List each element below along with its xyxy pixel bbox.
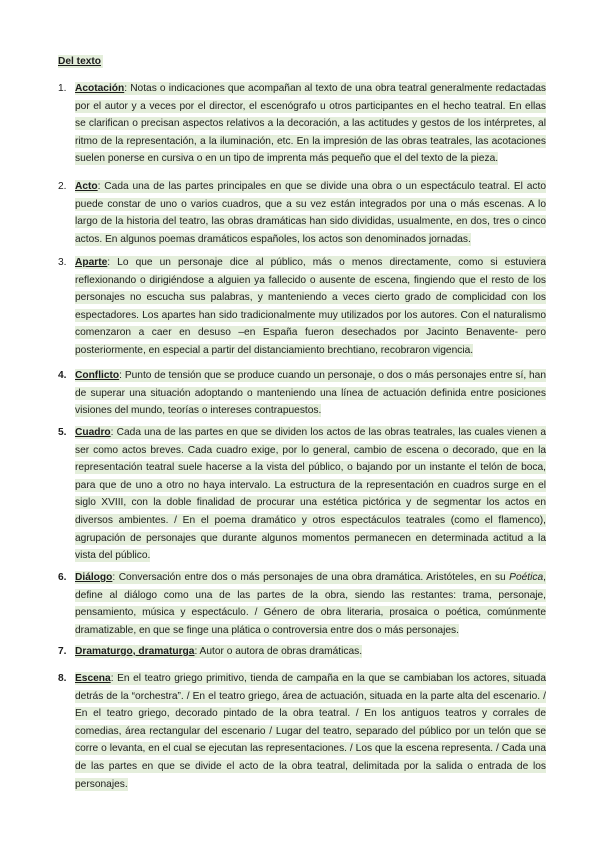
glossary-entry-acto [58,178,546,248]
entry-definition: : Cada una de las partes en que se dividen los actos de las obras teatrales, las cuales vienen a ser como actos breves. Cada cuadro exige, por lo general, cambio de escena o decorado, que en la representación teatral suele hacerse a la vista del público, o bajando por un instante el telón de boca, para que de uno a otro no haya intervalo. La estructura de la representación en cuadros surge en el siglo XVIII, con la doble finalidad de procurar una estética pictórica y de segmentar los actos en diversos ambientes. / En el poema dramático y otros espectáculos teatrales (como el flamenco), agrupación de personajes que durante algunos momentos permanecen en determinada actitud a la vista del público. [75,427,546,562]
entry-definition: : Conversación entre dos o más personajes de una obra dramática. Aristóteles, en su [112,572,510,583]
glossary-entry-aparte [58,254,546,360]
entry-definition: : En el teatro griego primitivo, tienda de campaña en la que se cambiaban los actores, situada detrás de la “orchestra”. / En el teatro griego, área de actuación, situada en la parte alta del escenario. / En el teatro griego, decorado pintado de la obra teatral. / En los antiguos teatros y corrales de comedias, área rectangular del escenario / Lugar del teatro, separado del público por un telón que se corre o levanta, en el cual se ejecutan las representaciones. / Los que la escena representa. / Cada una de las partes en que se divide el acto de la obra teatral, delimitada por la salida o entrada de los personajes. [75,673,546,790]
entry-number: 6. [58,572,67,583]
entry-definition-cont: , define al diálogo como una de las partes de la obra, siendo las restantes: trama, personaje, pensamiento, música y espectáculo. / Género de obra literaria, prosaica o poética, comúnmente dramatizable, en que se finge una plática o controversia entre dos o más personajes. [75,572,546,636]
entry-term: Diálogo [75,572,113,583]
entry-definition: : Punto de tensión que se produce cuando un personaje, o dos o más personajes entre sí, han de superar una situación adoptando o manteniendo una línea de actuación definida entre posiciones visiones del mundo, teorías o intereses contrapuestos. [75,370,546,417]
glossary-entry-conflicto [58,367,546,420]
entry-definition: : Lo que un personaje dice al público, más o menos directamente, como si estuviera reflexionando o dirigiéndose a alguien ya fallecido o ausente de escena, fingiendo que el resto de los personajes no escucha sus palabras, y manteniendo a veces cierto grado de complicidad con los espectadores. Los apartes han sido tradicionalmente muy utilizados por los autores. Con el naturalismo comenzaron a caer en desuso –en España fueron desechados por Jacinto Benavente- pero posteriormente, en especial a partir del distanciamiento brechtiano, recobraron vigencia. [75,257,546,356]
entry-number: 1. [58,83,67,94]
entry-term: Escena [75,673,111,684]
entry-number: 4. [58,370,67,381]
entry-definition: : Notas o indicaciones que acompañan al texto de una obra teatral generalmente redactadas por el autor y a veces por el director, el escenógrafo u otros participantes en el hecho teatral. En ellas se clarifican o precisan aspectos relativos a la decoración, a las actitudes y gestos de los intérpretes, al ritmo de la representación, a la iluminación, etc. En la impresión de las obras teatrales, las acotaciones suelen ponerse en cursiva o en un tipo de imprenta más pequeño que el del texto de la pieza. [75,83,546,165]
glossary-entry-escena [58,670,546,793]
glossary-entry-dramaturgo [58,643,546,661]
entry-term: Dramaturgo, dramaturga [75,646,195,657]
entry-term: Acto [75,181,98,192]
entry-number: 3. [58,257,67,268]
entry-term: Aparte [75,257,108,268]
glossary-entry-acotacion [58,80,546,168]
entry-term: Acotación [75,83,125,94]
entry-definition-italic: Poética [509,572,544,583]
entry-number: 8. [58,673,67,684]
section-heading: Del texto [58,56,102,67]
entry-number: 2. [58,181,67,192]
glossary-entry-dialogo [58,569,546,639]
entry-definition: : Cada una de las partes principales en que se divide una obra o un espectáculo teatral. El acto puede constar de uno o varios cuadros, que a su vez están integrados por una o más escenas. A lo largo de la historia del teatro, las obras dramáticas han sido divididas, usualmente, en dos, tres o cinco actos. En algunos poemas dramáticos españoles, los actos son denominados jornadas. [75,181,546,245]
entry-number: 7. [58,646,67,657]
entry-term: Cuadro [75,427,111,438]
entry-definition: : Autor o autora de obras dramáticas. [194,646,363,657]
entry-number: 5. [58,427,67,438]
glossary-entry-cuadro [58,424,546,565]
entry-term: Conflicto [75,370,120,381]
